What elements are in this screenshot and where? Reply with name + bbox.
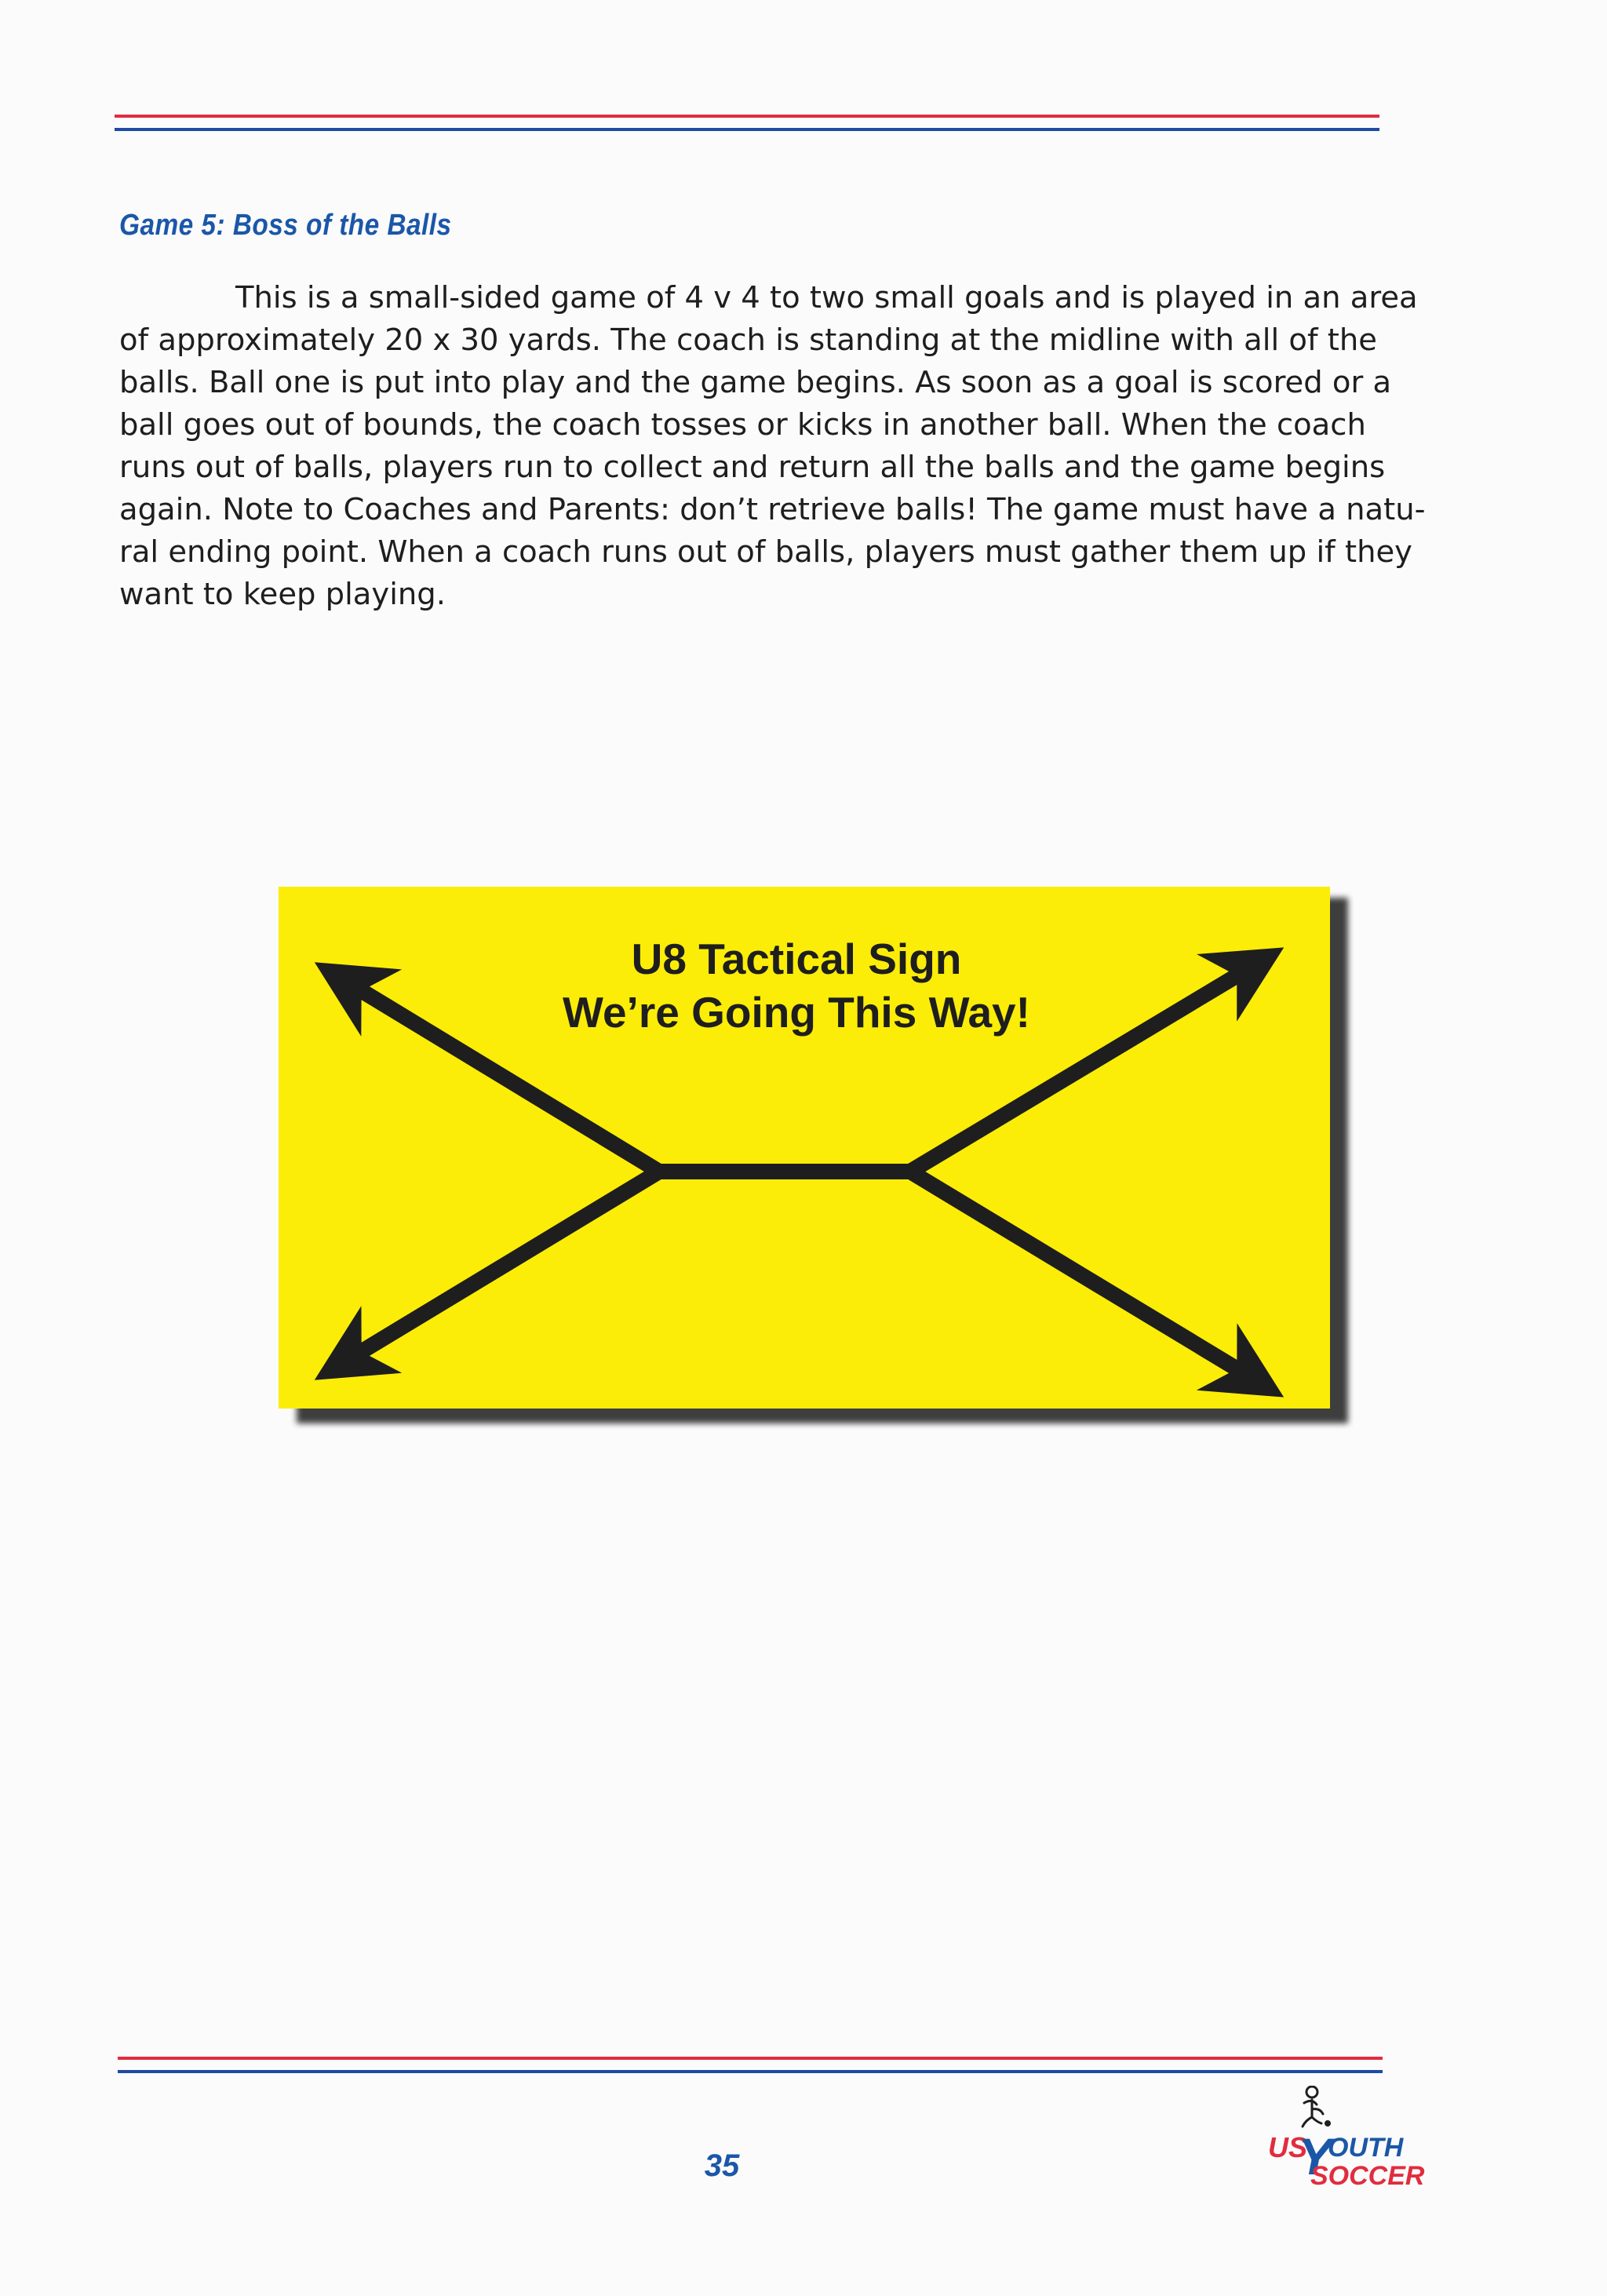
section-title: Game 5: Boss of the Balls [119,209,452,242]
body-line: balls. Ball one is put into play and the game begins. As soon as a goal is scored or a [119,365,1392,400]
sign-title-line2: We’re Going This Way! [563,988,1030,1037]
sign-title-line1: U8 Tactical Sign [631,935,962,983]
body-line: This is a small-sided game of 4 v 4 to two small goals and is played in an area [235,280,1418,315]
arrow-down-right [910,1172,1257,1381]
body-paragraph [119,277,1426,616]
body-line: want to keep playing. [119,577,446,612]
arrow-down-left [341,1172,659,1364]
footer-rule-blue [118,2070,1383,2073]
header-rule-blue [115,128,1379,131]
us-youth-soccer-logo [1265,2086,1425,2196]
page-number: 35 [704,2148,740,2183]
logo-outh-text: OUTH [1328,2133,1404,2163]
logo-soccer-text: SOCCER [1310,2161,1425,2191]
logo-y-text: Y [1298,2127,1333,2185]
body-line: runs out of balls, players run to collect and return all the balls and the game begins [119,450,1386,485]
header-rule-red [115,115,1379,118]
body-line: ral ending point. When a coach runs out of balls, players must gather them up if they [119,534,1412,570]
body-line: again. Note to Coaches and Parents: don’t retrieve balls! The game must have a natu- [119,492,1426,527]
logo-us-text: US [1268,2131,1308,2163]
tactical-sign [279,887,1330,1409]
footer-rule-red [118,2057,1383,2060]
body-line: of approximately 20 x 30 yards. The coach is standing at the midline with all of the [119,323,1377,358]
body-line: ball goes out of bounds, the coach tosses or kicks in another ball. When the coach [119,407,1366,443]
